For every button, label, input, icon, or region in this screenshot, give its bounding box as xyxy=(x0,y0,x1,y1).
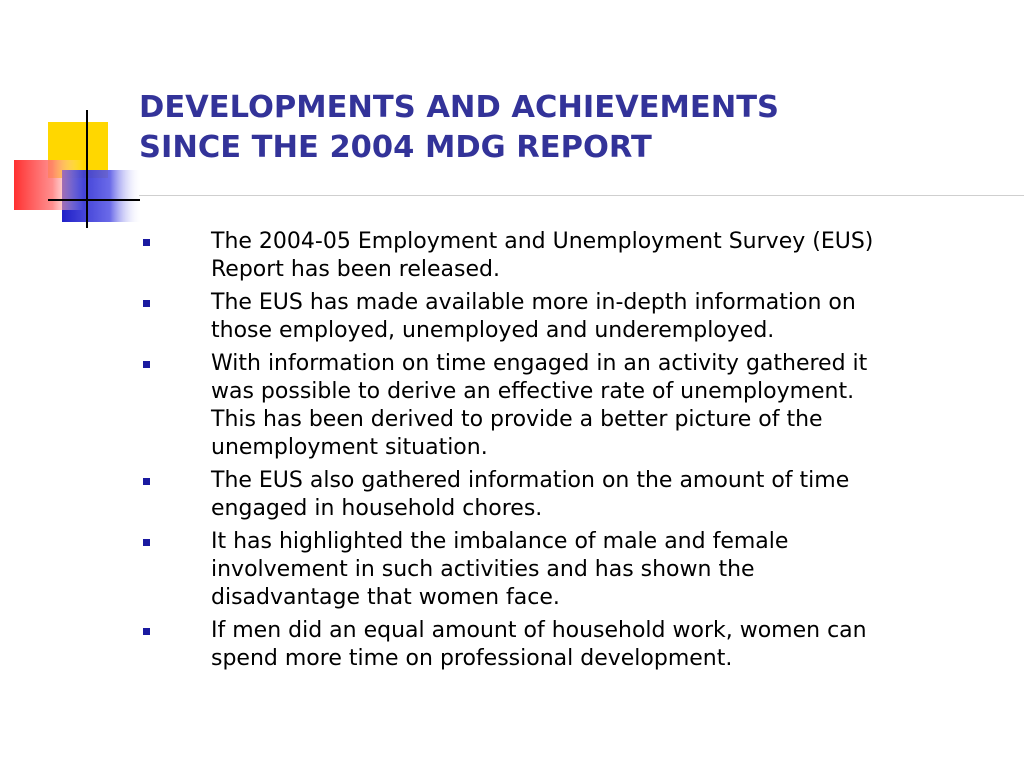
bullet-text-line: spend more time on professional development. xyxy=(211,646,733,671)
bullet-text-line: engaged in household chores. xyxy=(211,496,543,521)
square-bullet-icon xyxy=(143,239,150,246)
decorative-logo xyxy=(0,0,150,240)
slide-title-line: SINCE THE 2004 MDG REPORT xyxy=(139,130,652,165)
bullet-text-line: was possible to derive an effective rate of unemployment. xyxy=(211,379,855,404)
bullet-text-line: involvement in such activities and has shown the xyxy=(211,557,755,582)
bullet-item xyxy=(0,350,873,462)
bullet-text-line: It has highlighted the imbalance of male and female xyxy=(211,529,789,554)
slide-title-line: DEVELOPMENTS AND ACHIEVEMENTS xyxy=(139,90,780,125)
square-bullet-icon xyxy=(143,300,150,307)
square-bullet-icon xyxy=(143,539,150,546)
bullet-text-line: Report has been released. xyxy=(211,257,500,282)
bullet-text-line: The EUS has made available more in-depth information on xyxy=(211,290,856,315)
bullet-text-line: If men did an equal amount of household work, women can xyxy=(211,618,867,643)
bullet-text-line: those employed, unemployed and underemployed. xyxy=(211,318,775,343)
bullet-item xyxy=(0,617,873,673)
square-bullet-icon xyxy=(143,628,150,635)
title-divider xyxy=(139,195,1024,196)
bullet-text-line: The EUS also gathered information on the amount of time xyxy=(211,468,850,493)
bullet-item xyxy=(0,467,873,523)
bullet-list xyxy=(0,228,873,678)
square-bullet-icon xyxy=(143,478,150,485)
bullet-text-line: disadvantage that women face. xyxy=(211,585,560,610)
square-bullet-icon xyxy=(143,361,150,368)
bullet-item xyxy=(0,289,873,345)
bullet-text-line: unemployment situation. xyxy=(211,435,488,460)
slide-title xyxy=(139,88,999,168)
bullet-text-line: The 2004-05 Employment and Unemployment Survey (EUS) xyxy=(211,229,874,254)
bullet-item xyxy=(0,228,873,284)
logo-red-square xyxy=(14,160,84,210)
bullet-item xyxy=(0,528,873,612)
bullet-text-line: With information on time engaged in an activity gathered it xyxy=(211,351,868,376)
bullet-text-line: This has been derived to provide a better picture of the xyxy=(211,407,823,432)
